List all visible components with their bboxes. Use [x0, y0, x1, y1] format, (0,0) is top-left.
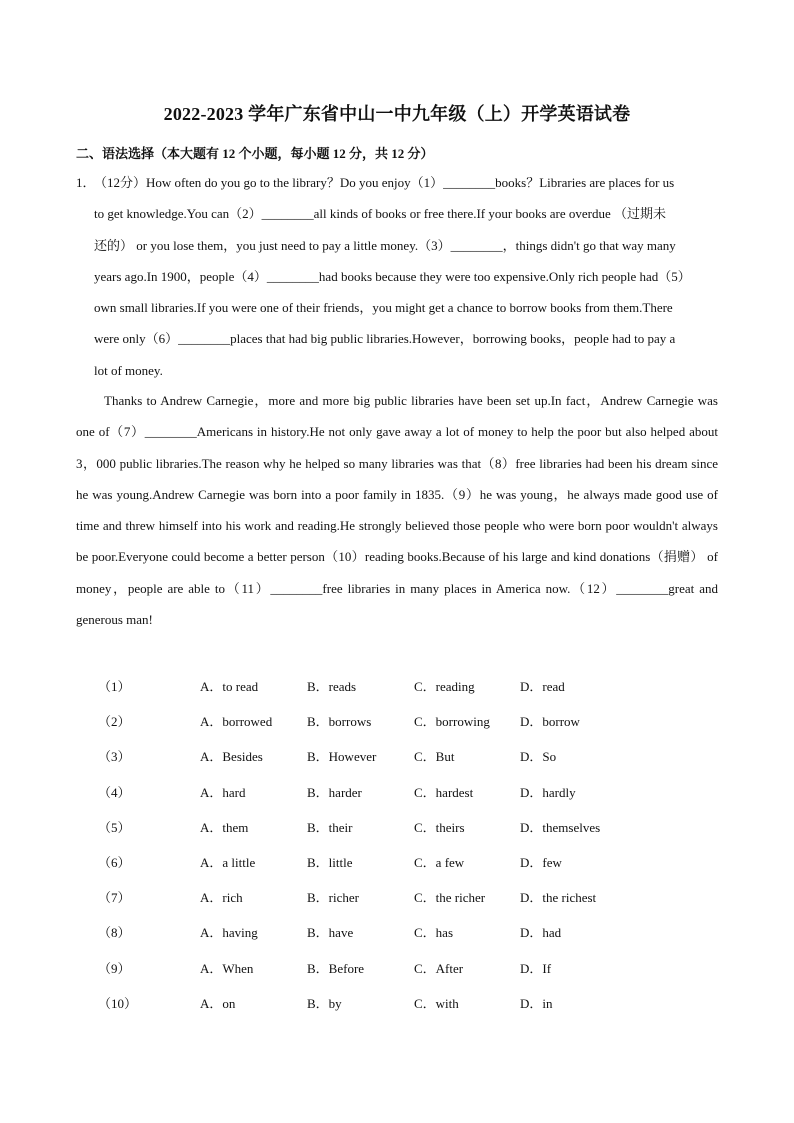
paragraph-line: 还的） or you lose them，you just need to pay a little money.（3）________，things didn't go that way many	[94, 237, 676, 253]
option-a: A．them	[200, 819, 249, 835]
option-c: C．hardest	[414, 784, 474, 800]
option-a: A．having	[200, 925, 258, 941]
option-b: B．richer	[307, 890, 359, 906]
option-d: D．in	[520, 995, 553, 1011]
option-a: A．When	[200, 960, 254, 976]
paragraph-line: lot of money.	[94, 362, 163, 378]
paragraph-line: to get knowledge.You can（2）________all kinds of books or free there.If your books are overdue （过期未	[94, 206, 667, 222]
option-b: B．harder	[307, 784, 362, 800]
paragraph-line: 1．（12分）How often do you go to the library？Do you enjoy（1）________books？Libraries are places for us	[76, 167, 718, 198]
option-c: C．But	[414, 749, 455, 765]
paragraph-line: years ago.In 1900，people（4）________had books because they were too expensive.Only rich people had（5）	[94, 268, 691, 284]
option-c: C．has	[414, 925, 454, 941]
option-number: （6）	[98, 854, 131, 870]
option-number: （4）	[98, 784, 131, 800]
option-a: A．a little	[200, 854, 256, 870]
option-number: （1）	[98, 679, 131, 694]
option-b: B．However	[307, 749, 377, 765]
option-d: D．had	[520, 925, 562, 941]
option-number: （2）	[98, 714, 131, 730]
option-d: D．borrow	[520, 714, 580, 730]
option-number: （5）	[98, 819, 131, 835]
option-a: A．borrowed	[200, 714, 273, 730]
option-c: C．borrowing	[414, 714, 490, 730]
option-number: （7）	[98, 890, 131, 906]
option-b: B．borrows	[307, 714, 372, 730]
option-c: C．After	[414, 960, 464, 976]
option-b: B．Before	[307, 960, 365, 976]
option-c: C．a few	[414, 854, 465, 870]
option-b: B．little	[307, 854, 353, 870]
option-c: C．theirs	[414, 819, 465, 835]
option-d: D．few	[520, 854, 562, 870]
option-number: （3）	[98, 749, 131, 765]
option-b: B．reads	[307, 679, 357, 694]
option-d: D．hardly	[520, 784, 576, 800]
option-d: D．So	[520, 749, 557, 765]
option-b: B．have	[307, 925, 354, 941]
option-a: A．rich	[200, 890, 243, 906]
option-a: A．on	[200, 995, 236, 1011]
option-c: C．reading	[414, 679, 475, 694]
option-c: C．with	[414, 995, 459, 1011]
option-number: （9）	[98, 960, 131, 976]
option-number: （10）	[98, 995, 138, 1011]
question-paragraph-1	[76, 167, 718, 386]
option-number: （8）	[98, 925, 131, 941]
option-c: C．the richer	[414, 890, 486, 906]
section-heading: 二、语法选择（本大题有 12 个小题，每小题 12 分，共 12 分）	[76, 146, 434, 161]
page-title: 2022-2023 学年广东省中山一中九年级（上）开学英语试卷	[163, 104, 631, 124]
paragraph-line: were only（6）________places that had big public libraries.However，borrowing books，people had to pay a	[94, 331, 676, 347]
option-d: D．If	[520, 960, 552, 976]
option-b: B．their	[307, 819, 353, 835]
option-d: D．read	[520, 679, 565, 694]
question-paragraph-2: Thanks to Andrew Carnegie，more and more big public libraries have been set up.In fact，Andrew Carnegie was one of（7）________Americans in history.He not only gave away a lot of money to help the poor but also helped about 3，000 public libraries.The reason why he helped so many libraries was that（8）free libraries had been his dream since he was young.Andrew Carnegie was born into a poor family in 1835.（9）he was young，he always made good use of time and threw himself into his work and reading.He strongly believed those people who were born poor wouldn't always be poor.Everyone could become a better person（10）reading books.Because of his large and kind donations（捐赠） of money，people are able to（11）________free libraries in many places in America now.（12）________great and generous man!	[76, 393, 718, 628]
option-b: B．by	[307, 995, 342, 1011]
option-a: A．to read	[200, 679, 259, 694]
question-number: 1．	[76, 175, 96, 190]
paragraph-line: own small libraries.If you were one of their friends，you might get a chance to borrow books from them.There	[94, 300, 673, 316]
option-a: A．hard	[200, 784, 246, 800]
option-d: D．the richest	[520, 890, 597, 906]
option-d: D．themselves	[520, 819, 601, 835]
option-a: A．Besides	[200, 749, 263, 765]
